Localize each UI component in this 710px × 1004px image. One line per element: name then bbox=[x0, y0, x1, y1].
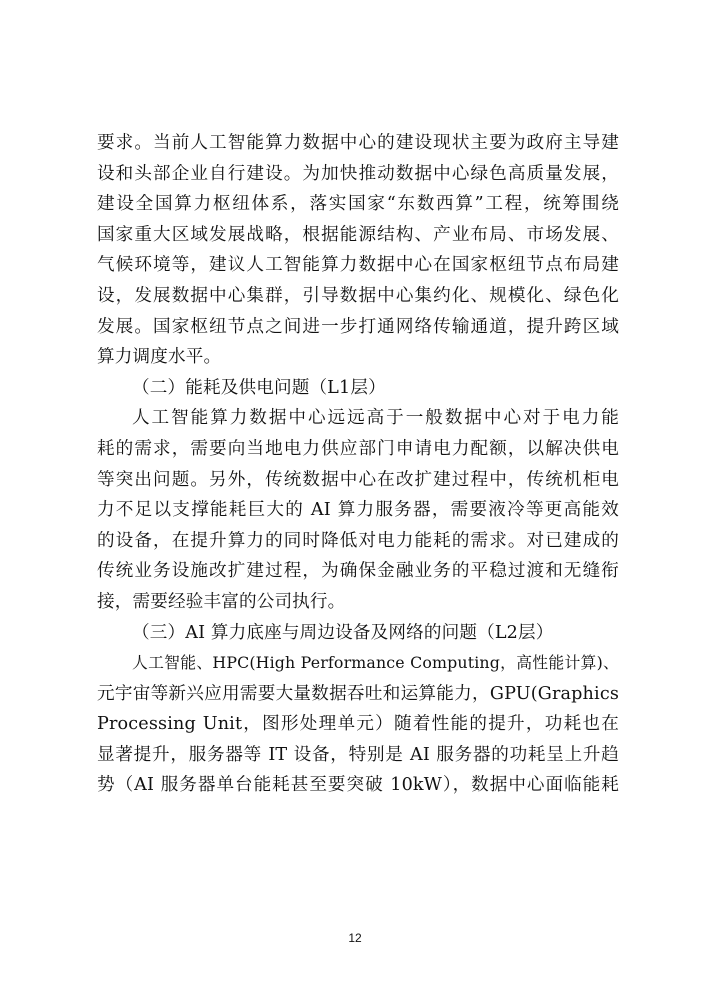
section-heading: （二）能耗及供电问题（L1层） bbox=[132, 377, 386, 398]
text-line: 国家重大区域发展战略，根据能源结构、产业布局、市场发展、 bbox=[97, 224, 619, 245]
text-line: 元宇宙等新兴应用需要大量数据吞吐和运算能力，GPU(Graphics bbox=[97, 683, 619, 704]
body-text bbox=[97, 128, 619, 801]
text-line: 接，需要经验丰富的公司执行。 bbox=[97, 591, 346, 612]
page-number: 12 bbox=[348, 931, 362, 945]
section-heading: （三）AI 算力底座与周边设备及网络的问题（L2层） bbox=[132, 622, 554, 643]
text-line: 人工智能算力数据中心远远高于一般数据中心对于电力能 bbox=[132, 408, 619, 429]
text-line: 要求。当前人工智能算力数据中心的建设现状主要为政府主导建 bbox=[97, 133, 619, 153]
text-line: 的设备，在提升算力的同时降低对电力能耗的需求。对已建成的 bbox=[97, 530, 619, 551]
text-line: 力不足以支撑能耗巨大的 AI 算力服务器，需要液冷等更高能效 bbox=[97, 500, 619, 521]
text-line: 势（AI 服务器单台能耗甚至要突破 10kW），数据中心面临能耗 bbox=[97, 775, 619, 796]
text-line: 人工智能、HPC(High Performance Computing，高性能计算)、 bbox=[132, 653, 619, 673]
text-line: 耗的需求，需要向当地电力供应部门申请电力配额，以解决供电 bbox=[97, 438, 619, 459]
text-line: 设，发展数据中心集群，引导数据中心集约化、规模化、绿色化 bbox=[97, 285, 619, 306]
text-line: Processing Unit，图形处理单元）随着性能的提升，功耗也在 bbox=[97, 714, 619, 735]
text-line: 发展。国家枢纽节点之间进一步打通网络传输通道，提升跨区域 bbox=[97, 316, 619, 337]
text-line: 等突出问题。另外，传统数据中心在改扩建过程中，传统机柜电 bbox=[97, 469, 619, 490]
text-line: 显著提升，服务器等 IT 设备，特别是 AI 服务器的功耗呈上升趋 bbox=[97, 744, 619, 765]
text-line: 建设全国算力枢纽体系，落实国家“东数西算”工程，统筹围绕 bbox=[97, 194, 619, 215]
text-line: 设和头部企业自行建设。为加快推动数据中心绿色高质量发展， bbox=[97, 163, 619, 184]
text-line: 算力调度水平。 bbox=[97, 347, 222, 368]
text-line: 传统业务设施改扩建过程，为确保金融业务的平稳过渡和无缝衔 bbox=[97, 561, 619, 582]
text-line: 气候环境等，建议人工智能算力数据中心在国家枢纽节点布局建 bbox=[97, 255, 619, 276]
